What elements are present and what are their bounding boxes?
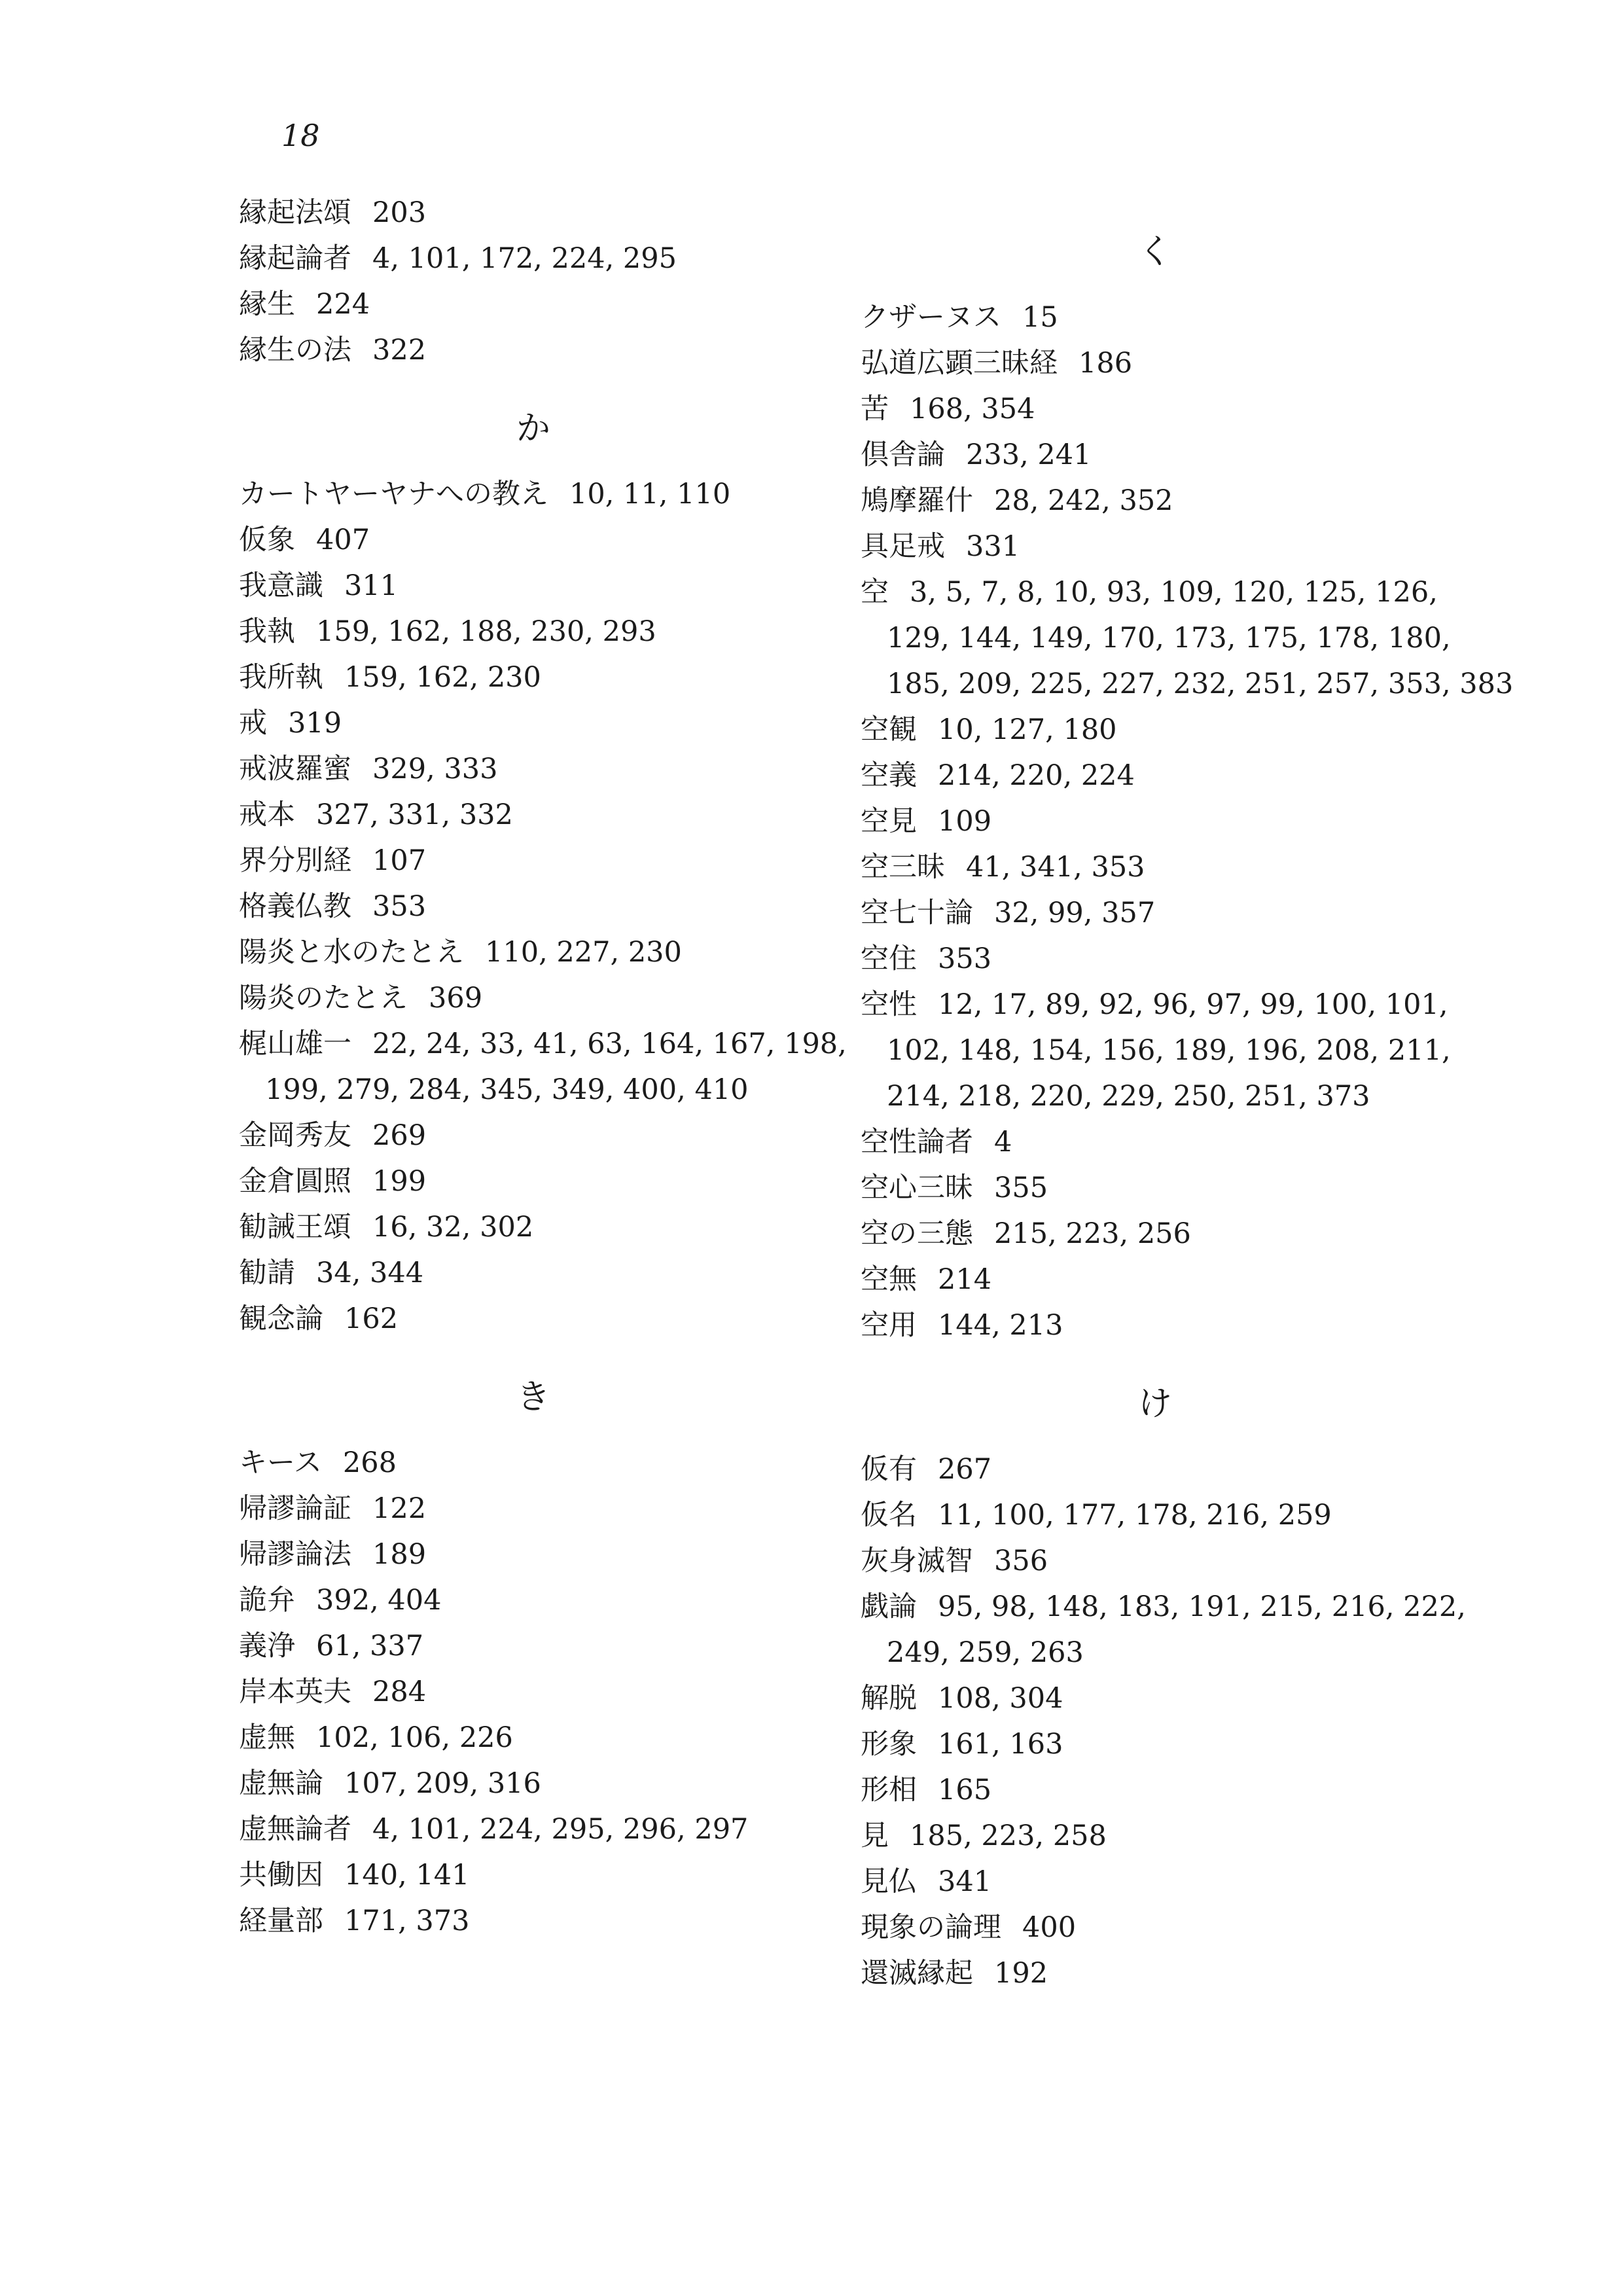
- page-references: 329, 333: [372, 753, 498, 785]
- page-references: 110, 227, 230: [485, 936, 682, 969]
- index-term: 界分別経: [239, 844, 351, 877]
- index-term: 空心三昧: [861, 1172, 973, 1204]
- section-heading: く: [1137, 232, 1172, 272]
- section-heading: か: [516, 409, 550, 448]
- index-term: 共働因: [239, 1859, 323, 1892]
- index-entry: [861, 569, 1438, 615]
- index-term: 弘道広顕三昧経: [861, 347, 1058, 380]
- index-term: 虚無: [239, 1721, 295, 1754]
- index-entry: [239, 190, 426, 236]
- index-term: 空: [861, 576, 889, 609]
- page-references: 192: [994, 1957, 1048, 1990]
- page-references: 267: [938, 1453, 992, 1486]
- page-references: 28, 242, 352: [994, 484, 1173, 517]
- index-term: 空三昧: [861, 851, 945, 884]
- page-references: 32, 99, 357: [994, 897, 1156, 929]
- index-entry: [861, 1446, 991, 1492]
- index-term: 見仏: [861, 1865, 917, 1898]
- index-entry: [861, 1584, 1466, 1630]
- index-entry: [239, 1021, 847, 1067]
- page-references: 199, 279, 284, 345, 349, 400, 410: [265, 1073, 749, 1106]
- page-references: 311: [344, 569, 399, 602]
- index-term: 鳩摩羅什: [861, 484, 973, 517]
- page-references: 102, 106, 226: [316, 1721, 513, 1754]
- index-term: 見: [861, 1820, 889, 1852]
- index-term: 戒: [239, 707, 267, 740]
- page-references: 392, 404: [316, 1584, 442, 1617]
- section-heading: き: [516, 1378, 550, 1417]
- index-term: 虚無論者: [239, 1813, 351, 1846]
- index-term: 縁生: [239, 288, 295, 321]
- index-entry: [861, 753, 1135, 798]
- index-entry: [861, 1767, 991, 1813]
- index-term: 金岡秀友: [239, 1119, 351, 1152]
- index-term: 詭弁: [239, 1584, 295, 1617]
- index-entry-continuation: [861, 1028, 1451, 1073]
- index-entry: [861, 386, 1035, 432]
- index-entry: [861, 1721, 1063, 1767]
- index-entry: [239, 1250, 423, 1296]
- page-references: 15: [1022, 301, 1058, 334]
- page-references: 122: [372, 1492, 427, 1525]
- index-term: 空の三態: [861, 1217, 973, 1250]
- index-entry: [239, 1440, 397, 1486]
- index-term: 虚無論: [239, 1767, 323, 1800]
- index-term: 勧請: [239, 1257, 295, 1289]
- page-references: 140, 141: [344, 1859, 470, 1892]
- page-references: 322: [372, 334, 427, 367]
- index-term: 陽炎と水のたとえ: [239, 936, 464, 969]
- index-entry: [861, 1211, 1191, 1257]
- index-term: 戒本: [239, 798, 295, 831]
- page-references: 341: [938, 1865, 992, 1898]
- page-references: 161, 163: [938, 1728, 1063, 1761]
- index-term: 具足戒: [861, 530, 945, 563]
- page-references: 16, 32, 302: [372, 1211, 534, 1244]
- index-term: 空見: [861, 805, 917, 838]
- index-entry: [239, 975, 482, 1021]
- page-references: 189: [372, 1538, 427, 1571]
- index-entry: [861, 1859, 991, 1905]
- index-term: 観念論: [239, 1302, 323, 1335]
- index-term: 苦: [861, 393, 889, 425]
- page-references: 268: [342, 1446, 397, 1479]
- index-entry: [239, 471, 730, 517]
- page-references: 41, 341, 353: [966, 851, 1145, 884]
- index-entry: [861, 1165, 1048, 1211]
- index-entry-continuation: [861, 615, 1451, 661]
- page-references: 61, 337: [316, 1630, 424, 1662]
- index-entry-continuation: [861, 661, 1513, 707]
- index-term: 仮有: [861, 1453, 917, 1486]
- page-references: 353: [938, 942, 992, 975]
- page-references: 10, 127, 180: [938, 713, 1117, 746]
- index-entry: [861, 1538, 1048, 1584]
- page-references: 369: [429, 982, 483, 1014]
- index-entry: [861, 798, 991, 844]
- index-term: 帰謬論証: [239, 1492, 351, 1525]
- index-term: 灰身滅智: [861, 1545, 973, 1577]
- index-entry: [861, 1257, 991, 1302]
- page-references: 215, 223, 256: [994, 1217, 1191, 1250]
- index-term: カートヤーヤナへの教え: [239, 478, 548, 511]
- index-term: 還滅縁起: [861, 1957, 973, 1990]
- index-term: 空性論者: [861, 1126, 973, 1158]
- index-entry: [861, 1813, 1107, 1859]
- index-entry: [239, 884, 426, 929]
- index-term: 仮名: [861, 1499, 917, 1532]
- page-references: 12, 17, 89, 92, 96, 97, 99, 100, 101,: [938, 988, 1448, 1021]
- index-entry: [861, 524, 1020, 569]
- page-references: 109: [938, 805, 992, 838]
- page-references: 319: [288, 707, 342, 740]
- index-term: 岸本英夫: [239, 1676, 351, 1708]
- index-term: 格義仏教: [239, 890, 351, 923]
- page-references: 4, 101, 172, 224, 295: [372, 242, 677, 275]
- index-term: 帰謬論法: [239, 1538, 351, 1571]
- page-references: 4, 101, 224, 295, 296, 297: [372, 1813, 749, 1846]
- index-term: 現象の論理: [861, 1911, 1001, 1944]
- page-references: 159, 162, 230: [344, 661, 541, 694]
- index-term: 戯論: [861, 1590, 917, 1623]
- index-entry: [239, 1852, 469, 1898]
- page-references: 107, 209, 316: [344, 1767, 541, 1800]
- page-references: 355: [994, 1172, 1048, 1204]
- index-entry: [861, 1492, 1332, 1538]
- index-entry: [239, 1296, 398, 1342]
- index-entry: [239, 236, 677, 281]
- index-entry: [239, 1669, 426, 1715]
- index-term: 縁生の法: [239, 334, 351, 367]
- index-term: 空義: [861, 759, 917, 792]
- page-references: 186: [1079, 347, 1133, 380]
- index-entry: [861, 890, 1155, 936]
- index-term: 我意識: [239, 569, 323, 602]
- page-references: 102, 148, 154, 156, 189, 196, 208, 211,: [887, 1034, 1451, 1067]
- index-term: 倶舎論: [861, 439, 945, 471]
- index-term: クザーヌス: [861, 301, 1001, 334]
- index-entry: [239, 700, 342, 746]
- page-references: 327, 331, 332: [316, 798, 513, 831]
- page-references: 108, 304: [938, 1682, 1063, 1715]
- index-term: 勧誡王頌: [239, 1211, 351, 1244]
- index-entry: [239, 1715, 513, 1761]
- index-term: 金倉圓照: [239, 1165, 351, 1198]
- page-references: 107: [372, 844, 427, 877]
- index-entry: [861, 1676, 1063, 1721]
- index-entry: [239, 517, 370, 563]
- page-references: 10, 11, 110: [569, 478, 731, 511]
- page-references: 407: [316, 524, 370, 556]
- page-references: 224: [316, 288, 370, 321]
- page-references: 162: [344, 1302, 399, 1335]
- index-entry: [239, 1486, 426, 1532]
- index-term: 陽炎のたとえ: [239, 982, 408, 1014]
- index-term: 空観: [861, 713, 917, 746]
- page-references: 331: [966, 530, 1020, 563]
- index-term: 空住: [861, 942, 917, 975]
- index-entry: [861, 1950, 1048, 1996]
- page-references: 249, 259, 263: [887, 1636, 1084, 1669]
- index-term: 我執: [239, 615, 295, 648]
- index-entry-continuation: [239, 1067, 749, 1113]
- index-term: 梶山雄一: [239, 1028, 351, 1060]
- index-entry: [239, 281, 370, 327]
- index-entry: [239, 929, 682, 975]
- index-entry: [861, 844, 1145, 890]
- index-entry: [861, 1905, 1076, 1950]
- index-entry: [861, 936, 991, 982]
- page-references: 171, 373: [344, 1905, 470, 1937]
- index-term: 空性: [861, 988, 917, 1021]
- index-entry: [861, 1119, 1012, 1165]
- page-references: 34, 344: [316, 1257, 424, 1289]
- index-entry: [239, 1532, 426, 1577]
- page-references: 214: [938, 1263, 992, 1296]
- page-number: 18: [281, 118, 320, 153]
- index-entry: [861, 707, 1117, 753]
- page-references: 3, 5, 7, 8, 10, 93, 109, 120, 125, 126,: [910, 576, 1438, 609]
- page-references: 353: [372, 890, 427, 923]
- index-entry: [239, 655, 541, 700]
- index-term: 形相: [861, 1774, 917, 1806]
- index-term: 縁起論者: [239, 242, 351, 275]
- index-entry: [861, 432, 1091, 478]
- index-entry: [239, 1806, 748, 1852]
- index-entry: [239, 609, 656, 655]
- index-term: 解脱: [861, 1682, 917, 1715]
- page-references: 168, 354: [910, 393, 1035, 425]
- page-references: 214, 218, 220, 229, 250, 251, 373: [887, 1080, 1370, 1113]
- page-references: 284: [372, 1676, 427, 1708]
- index-entry-continuation: [861, 1630, 1084, 1676]
- page-references: 199: [372, 1165, 427, 1198]
- index-term: 形象: [861, 1728, 917, 1761]
- page-references: 185, 223, 258: [910, 1820, 1107, 1852]
- page-references: 4: [994, 1126, 1012, 1158]
- page-references: 22, 24, 33, 41, 63, 164, 167, 198,: [372, 1028, 847, 1060]
- page-references: 165: [938, 1774, 992, 1806]
- index-term: 我所執: [239, 661, 323, 694]
- index-term: 縁起法頌: [239, 196, 351, 229]
- index-entry: [861, 478, 1173, 524]
- page-references: 95, 98, 148, 183, 191, 215, 216, 222,: [938, 1590, 1466, 1623]
- section-heading: け: [1137, 1384, 1172, 1424]
- page-references: 129, 144, 149, 170, 173, 175, 178, 180,: [887, 622, 1451, 655]
- index-term: 空七十論: [861, 897, 973, 929]
- index-entry: [239, 1761, 541, 1806]
- index-term: 経量部: [239, 1905, 323, 1937]
- index-entry: [239, 838, 426, 884]
- index-term: 義浄: [239, 1630, 295, 1662]
- index-entry: [861, 1302, 1063, 1348]
- index-entry: [239, 1113, 426, 1158]
- page-references: 269: [372, 1119, 427, 1152]
- page-references: 144, 213: [938, 1309, 1063, 1342]
- index-entry-continuation: [861, 1073, 1370, 1119]
- index-term: 戒波羅蜜: [239, 753, 351, 785]
- index-entry: [239, 563, 398, 609]
- index-entry: [239, 1623, 423, 1669]
- index-entry: [239, 327, 426, 373]
- page-references: 203: [372, 196, 427, 229]
- page-references: 159, 162, 188, 230, 293: [316, 615, 656, 648]
- index-term: キース: [239, 1446, 322, 1479]
- index-entry: [861, 340, 1132, 386]
- index-term: 空無: [861, 1263, 917, 1296]
- index-entry: [861, 982, 1448, 1028]
- page-references: 233, 241: [966, 439, 1092, 471]
- page-references: 11, 100, 177, 178, 216, 259: [938, 1499, 1332, 1532]
- index-entry: [239, 1158, 426, 1204]
- index-entry: [239, 1898, 469, 1944]
- index-entry: [239, 792, 513, 838]
- index-entry: [239, 746, 497, 792]
- page-references: 185, 209, 225, 227, 232, 251, 257, 353, 383: [887, 668, 1514, 700]
- index-term: 空用: [861, 1309, 917, 1342]
- page-references: 356: [994, 1545, 1048, 1577]
- index-entry: [861, 295, 1058, 340]
- index-entry: [239, 1204, 533, 1250]
- index-entry: [239, 1577, 441, 1623]
- page-references: 400: [1022, 1911, 1077, 1944]
- page-references: 214, 220, 224: [938, 759, 1135, 792]
- index-term: 仮象: [239, 524, 295, 556]
